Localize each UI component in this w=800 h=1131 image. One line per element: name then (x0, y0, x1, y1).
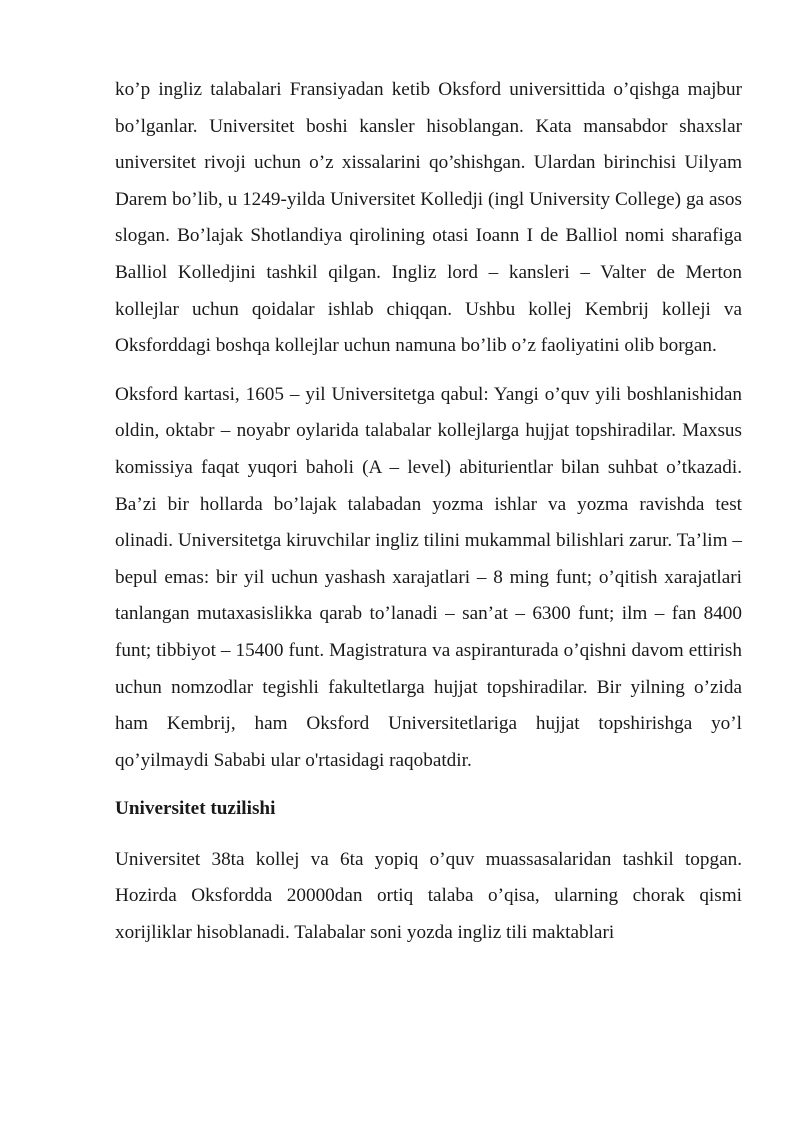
document-page (115, 72, 742, 964)
paragraph-oxford-history: ko’p ingliz talabalari Fransiyadan ketib Oksford universittida o’qishga majbur bo’lganlar. Universitet boshi kansler hisoblangan. Kata mansabdor shaxslar universitet rivoji uchun o’z xissalarini qo’shishgan. Ulardan birinchisi Uilyam Darem bo’lib, u 1249-yilda Universitet Kolledji (ingl University College) ga asos slogan. Bo’lajak Shotlandiya qirolining otasi Ioann I de Balliol nomi sharafiga Balliol Kolledjini tashkil qilgan. Ingliz lord – kansleri – Valter de Merton kollejlar uchun qoidalar ishlab chiqqan. Ushbu kollej Kembrij kolleji va Oksforddagi boshqa kollejlar uchun namuna bo’lib o’z faoliyatini olib borgan. (115, 79, 742, 357)
section-heading: Universitet tuzilishi (115, 798, 276, 820)
paragraph-structure: Universitet 38ta kollej va 6ta yopiq o’quv muassasalaridan tashkil topgan. Hozirda Oksfordda 20000dan ortiq talaba o’qisa, ularning chorak qismi xorijliklar hisoblanadi. Talabalar soni yozda ingliz tili maktablari (115, 848, 742, 944)
paragraph-admission: Oksford kartasi, 1605 – yil Universitetga qabul: Yangi o’quv yili boshlanishidan oldin, oktabr – noyabr oylarida talabalar kollejlarga hujjat topshiradilar. Maxsus komissiya faqat yuqori baholi (A – level) abiturientlar bilan suhbat o’tkazadi. Ba’zi bir hollarda bo’lajak talabadan yozma ishlar va yozma ravishda test olinadi. Universitetga kiruvchilar ingliz tilini mukammal bilishlari zarur. Ta’lim – bepul emas: bir yil uchun yashash xarajatlari – 8 ming funt; o’qitish xarajatlari tanlangan mutaxasislikka qarab to’lanadi – san’at – 6300 funt; ilm – fan 8400 funt; tibbiyot – 15400 funt. Magistratura va aspiranturada o’qishni davom ettirish uchun nomzodlar tegishli fakultetlarga hujjat topshiradilar. Bir yilning o’zida ham Kembrij, ham Oksford Universitetlariga hujjat topshirishga yo’l qo’yilmaydi Sababi ular o'rtasidagi raqobatdir. (115, 383, 742, 771)
